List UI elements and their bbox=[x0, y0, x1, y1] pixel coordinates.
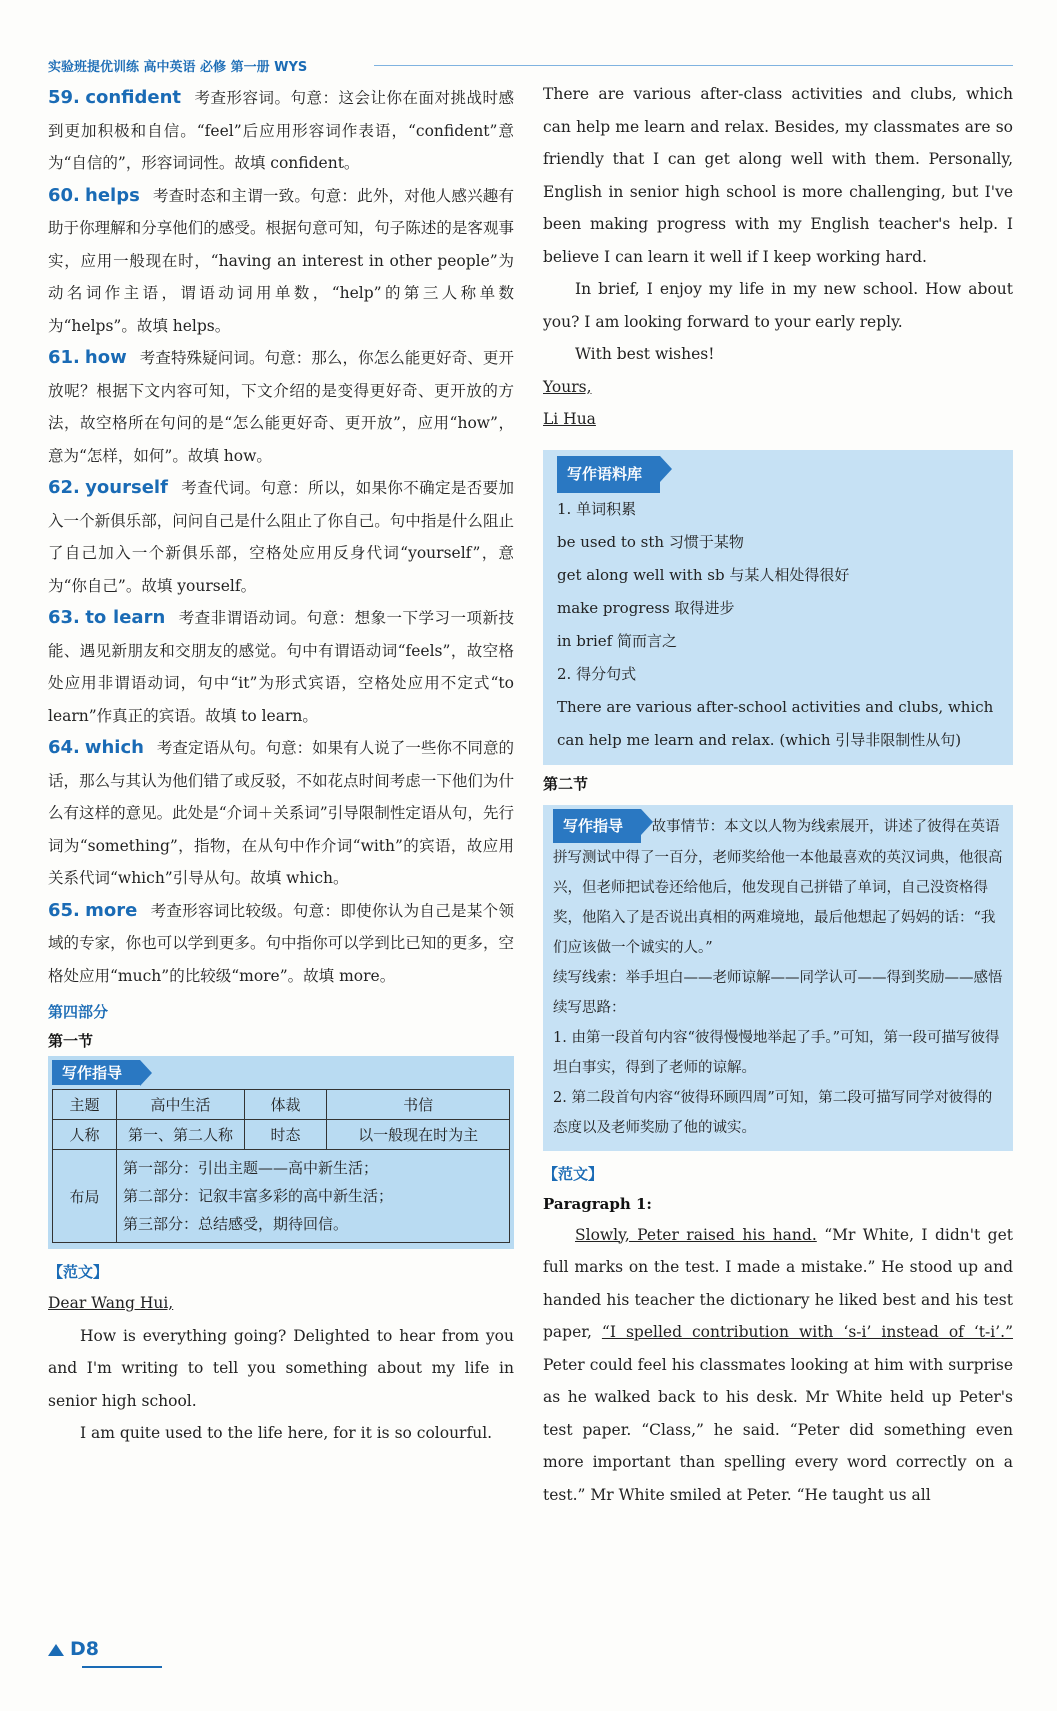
item-answer: helps bbox=[85, 184, 140, 206]
answer-item-64 bbox=[48, 732, 514, 895]
item-number: 62. bbox=[48, 477, 80, 498]
item-number: 60. bbox=[48, 184, 80, 206]
item-explanation: 考查定语从句。句意：如果有人说了一些你不同意的话，那么与其认为他们错了或反驳，不如花点时间考虑一下他们为什么有这样的意见。此处是“介词＋关系词”引导限制性定语从句，先行词为“something”，指物，在从句中作介词“with”的宾语，故应用关系代词“which”引导从句。故填 which。 bbox=[48, 739, 514, 887]
section2-title: 第二节 bbox=[543, 774, 589, 793]
item-explanation: 考查形容词比较级。句意：即使你认为自己是某个领域的专家，你也可以学到更多。句中指你可以学到比已知的更多，空格处应用“much”的比较级“more”。故填 more。 bbox=[48, 901, 514, 985]
paragraph1-label: Paragraph 1: bbox=[543, 1194, 652, 1213]
letter-sign-name bbox=[543, 403, 1013, 436]
arrow-up-icon bbox=[48, 1644, 64, 1656]
writing-guide-label: 写作指导 bbox=[52, 1060, 140, 1085]
corpus-heading-words: 1. 单词积累 bbox=[557, 499, 637, 518]
answer-item-61 bbox=[48, 342, 514, 472]
page-number-rule bbox=[82, 1666, 162, 1668]
item-answer: confident bbox=[85, 87, 182, 108]
item-number: 59. bbox=[48, 87, 80, 108]
sample-essay-label-2: 【范文】 bbox=[543, 1164, 604, 1183]
header-rule bbox=[374, 65, 1013, 66]
item-answer: which bbox=[84, 737, 144, 758]
item-number: 64. bbox=[48, 737, 80, 758]
sample-essay-label: 【范文】 bbox=[48, 1263, 109, 1281]
page-header bbox=[48, 56, 1013, 76]
answer-item-63 bbox=[48, 602, 514, 732]
paragraph1-part: “Mr White, I didn't get full marks on the test. I made a mistake.” He stood up and handed his teacher the dictionary he liked best and his test paper, bbox=[543, 1225, 1013, 1341]
plot-clues: 续写线索：举手坦白——老师谅解——同学认可——得到奖励——感悟 bbox=[553, 969, 1003, 986]
letter-paragraph-2: There are various after-class activities and clubs, which can help me learn and relax. Besides, my classmates are so friendly that I can get along well with them. Personally, English in senior high school is more challenging, but I've been making progress with my English teacher's help. I believe I can learn it well if I keep working hard. bbox=[543, 85, 1013, 266]
table-row bbox=[53, 1120, 510, 1150]
paragraph1-body bbox=[543, 1219, 1013, 1512]
letter-paragraph-1: How is everything going? Delighted to hear from you and I'm writing to tell you something about my life in senior high school. bbox=[48, 1326, 514, 1410]
table-cell: 人称 bbox=[53, 1120, 117, 1150]
table-cell: 体裁 bbox=[244, 1090, 326, 1120]
plot-guide-box bbox=[543, 805, 1013, 1151]
writing-corpus-box bbox=[543, 450, 1013, 765]
table-row bbox=[53, 1090, 510, 1120]
paragraph1-part: Peter could feel his classmates looking at him with surprise as he walked back to his desk. Mr White held up Peter's test paper. “Class,” he said. “Peter did something even more important than spelling every word correctly on a test.” Mr White smiled at Peter. “He taught us all bbox=[543, 1355, 1013, 1504]
plot-guide-label: 写作指导 bbox=[553, 809, 641, 843]
letter-paragraph-2-start: I am quite used to the life here, for it is so colourful. bbox=[80, 1424, 493, 1442]
table-cell: 书信 bbox=[327, 1090, 510, 1120]
layout-line: 第一部分：引出主题——高中新生活； bbox=[122, 1159, 378, 1177]
table-cell: 第一、第二人称 bbox=[116, 1120, 244, 1150]
table-cell: 时态 bbox=[244, 1120, 326, 1150]
corpus-word: get along well with sb 与某人相处得很好 bbox=[557, 565, 850, 584]
item-answer: to learn bbox=[85, 607, 166, 628]
section1-title: 第一节 bbox=[48, 1032, 94, 1050]
given-sentence: Slowly, Peter raised his hand. bbox=[575, 1225, 817, 1244]
sample-letter-continued bbox=[543, 78, 1013, 436]
corpus-sentence: There are various after-school activities and clubs, which can help me learn and relax. (which 引导非限制性从句) bbox=[557, 697, 994, 749]
header-text: 实验班提优训练 高中英语 必修 第一册 WYS bbox=[48, 60, 308, 75]
table-cell: 高中生活 bbox=[116, 1090, 244, 1120]
paragraph1-quote: “I spelled contribution with ‘s-i’ instead of ‘t-i’.” bbox=[601, 1323, 1014, 1341]
writing-guide-box bbox=[48, 1056, 514, 1249]
writing-guide-table bbox=[52, 1089, 510, 1243]
plot-story: 故事情节：本文以人物为线索展开，讲述了彼得在英语拼写测试中得了一百分，老师奖给他一本他最喜欢的英汉词典，他很高兴，但老师把试卷还给他后，他发现自己拼错了单词，自己没资格得奖，他陷入了是否说出真相的两难境地，最后他想起了妈妈的话：“我们应该做一个诚实的人。” bbox=[553, 818, 1003, 956]
left-column bbox=[48, 82, 514, 1450]
page-number-text: D8 bbox=[70, 1638, 99, 1660]
plot-approach: 续写思路： bbox=[553, 999, 626, 1016]
answer-item-60 bbox=[48, 180, 514, 343]
plot-point-1: 1. 由第一段首句内容“彼得慢慢地举起了手。”可知，第一段可描写彼得坦白事实，得到了老师的谅解。 bbox=[553, 1029, 1000, 1076]
letter-paragraph-3: In brief, I enjoy my life in my new school. How about you? I am looking forward to your early reply. bbox=[543, 280, 1013, 331]
layout-line: 第二部分：记叙丰富多彩的高中新生活； bbox=[122, 1187, 393, 1205]
answer-item-62 bbox=[48, 472, 514, 602]
table-cell: 布局 bbox=[53, 1150, 117, 1243]
page-number bbox=[48, 1638, 99, 1660]
letter-closing: With best wishes! bbox=[575, 345, 715, 363]
item-answer: yourself bbox=[85, 477, 168, 498]
sign-yours: Yours, bbox=[543, 377, 592, 396]
right-column bbox=[543, 78, 1013, 1511]
plot-point-2: 2. 第二段首句内容“彼得环顾四周”可知，第二段可描写同学对彼得的态度以及老师奖励了他的诚实。 bbox=[553, 1089, 993, 1136]
table-cell: 以一般现在时为主 bbox=[327, 1120, 510, 1150]
table-cell-layout bbox=[116, 1150, 509, 1243]
item-explanation: 考查代词。句意：所以，如果你不确定是否要加入一个新俱乐部，问问自己是什么阻止了你自己。句中指是什么阻止了自己加入一个新俱乐部，空格处应用反身代词“yourself”，意为“你自己”。故填 yourself。 bbox=[48, 479, 514, 595]
corpus-word: in brief 简而言之 bbox=[557, 631, 677, 650]
item-explanation: 考查非谓语动词。句意：想象一下学习一项新技能、遇见新朋友和交朋友的感觉。句中有谓语动词“feels”，故空格处应用非谓语动词，句中“it”为形式宾语，空格处应用不定式“to learn”作真正的宾语。故填 to learn。 bbox=[48, 609, 514, 725]
corpus-word: make progress 取得进步 bbox=[557, 598, 735, 617]
item-number: 65. bbox=[48, 899, 80, 921]
letter-greeting: Dear Wang Hui, bbox=[48, 1294, 174, 1312]
part4-title: 第四部分 bbox=[48, 1003, 109, 1021]
item-number: 63. bbox=[48, 607, 80, 628]
item-answer: how bbox=[84, 347, 127, 368]
answer-item-59 bbox=[48, 82, 514, 180]
sign-name: Li Hua bbox=[543, 410, 596, 428]
corpus-heading-sentences: 2. 得分句式 bbox=[557, 664, 637, 683]
letter-sign-yours bbox=[543, 371, 1013, 404]
corpus-word: be used to sth 习惯于某物 bbox=[557, 532, 744, 551]
plot-text bbox=[553, 809, 1003, 963]
item-answer: more bbox=[85, 899, 138, 921]
table-row bbox=[53, 1150, 510, 1243]
layout-line: 第三部分：总结感受，期待回信。 bbox=[122, 1215, 348, 1233]
item-number: 61. bbox=[48, 347, 80, 368]
answer-item-65 bbox=[48, 895, 514, 993]
writing-corpus-label: 写作语料库 bbox=[557, 456, 660, 493]
item-explanation: 考查特殊疑问词。句意：那么，你怎么能更好奇、更开放呢？根据下文内容可知，下文介绍的是变得更好奇、更开放的方法，故空格所在句问的是“怎么能更好奇、更开放”，应用“how”，意为“怎样，如何”。故填 how。 bbox=[48, 349, 514, 465]
sample-letter-start bbox=[48, 1287, 514, 1450]
paragraph1-text bbox=[543, 1219, 1013, 1512]
item-explanation: 考查时态和主谓一致。句意：此外，对他人感兴趣有助于你理解和分享他们的感受。根据句意可知，句子陈述的是客观事实，应用一般现在时，“having an interest in other people”为动名词作主语，谓语动词用单数，“help”的第三人称单数为“helps”。故填 helps。 bbox=[48, 186, 514, 335]
item-explanation: 考查形容词。句意：这会让你在面对挑战时感到更加积极和自信。“feel”后应用形容词作表语，“confident”意为“自信的”，形容词词性。故填 confident。 bbox=[48, 89, 514, 172]
table-cell: 主题 bbox=[53, 1090, 117, 1120]
